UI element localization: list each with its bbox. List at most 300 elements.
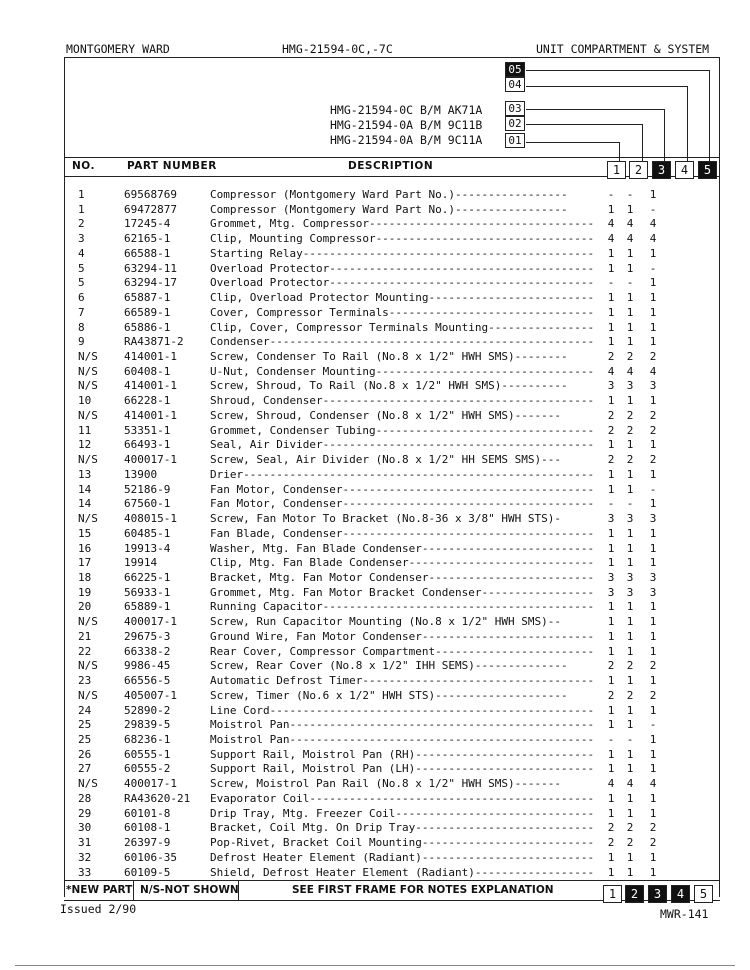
qty-col-2: 1 [626,526,634,540]
qty-col-1: 3 [607,585,615,599]
part-description: Moistrol Pan---------------------------------------------- [210,733,595,746]
qty-col-2: 1 [626,482,634,496]
footer-box-1: 1 [603,885,622,903]
part-description: Grommet, Mtg. Fan Motor Bracket Condenser----------------- [210,585,595,599]
table-row [0,659,750,674]
item-number: 26 [78,747,92,761]
table-row [0,836,750,851]
part-number: 69472877 [124,202,177,216]
qty-col-3: 1 [649,291,657,305]
table-row [0,733,750,748]
table-row [0,512,750,527]
qty-col-3: 3 [649,570,657,584]
qty-col-3: 1 [649,762,657,776]
qty-col-3: 1 [649,467,657,481]
item-number: 6 [78,291,85,305]
part-description: Grommet, Condenser Tubing--------------------------------- [210,423,595,437]
qty-col-1: 2 [607,836,615,850]
qty-col-1: 2 [607,423,615,437]
part-description: Clip, Mounting Compressor--------------------------------- [210,232,595,246]
qty-col-2: - [626,188,634,201]
section-title: UNIT COMPARTMENT & SYSTEM [536,42,710,56]
table-row [0,718,750,733]
item-number: 4 [78,246,85,260]
qty-col-2: 4 [626,217,634,231]
col-part-header: PART NUMBER [127,160,217,172]
qty-col-3: 2 [649,408,657,422]
qty-col-3: 4 [649,777,657,791]
qty-col-3: 2 [649,423,657,437]
item-number: 24 [78,703,92,717]
table-row [0,306,750,321]
qty-col-1: 1 [607,467,615,481]
qty-col-3: 1 [649,733,657,746]
frame-top-rule [64,57,720,58]
table-row [0,379,750,394]
part-number: 19913-4 [124,541,171,555]
part-number: 63294-17 [124,276,177,290]
col-box-5: 5 [698,161,717,179]
qty-col-2: 2 [626,453,634,467]
qty-col-3: 2 [649,659,657,673]
qty-col-1: 4 [607,364,615,378]
qty-col-3: - [649,261,657,275]
footer-box-3: 3 [648,885,667,903]
table-row [0,424,750,439]
item-number: 22 [78,644,92,658]
part-number: 414001-1 [124,350,177,364]
item-number: 20 [78,600,92,614]
part-description: Screw, Run Capacitor Mounting (No.8 x 1/2" HWH SMS)-- [210,615,561,629]
qty-col-1: 1 [607,600,615,614]
part-description: Support Rail, Moistrol Pan (LH)--------------------------- [210,762,595,776]
qty-col-1: 1 [607,747,615,761]
qty-col-2: 1 [626,246,634,260]
qty-col-1: 1 [607,305,615,319]
part-description: Screw, Seal, Air Divider (No.8 x 1/2" HH SEMS SMS)--- [210,453,561,467]
qty-col-1: 1 [607,482,615,496]
qty-col-3: 2 [649,453,657,467]
table-row [0,851,750,866]
part-description: Cover, Compressor Terminals------------------------------- [210,305,595,319]
qty-col-1: 1 [607,629,615,643]
qty-col-1: 4 [607,232,615,246]
qty-col-2: 3 [626,512,634,526]
part-description: Ground Wire, Fan Motor Condenser-------------------------- [210,629,595,643]
qty-col-1: 3 [607,570,615,584]
qty-col-1: 2 [607,453,615,467]
qty-col-3: 1 [649,276,657,290]
item-number: 1 [78,202,85,216]
qty-col-2: 1 [626,791,634,805]
table-row [0,365,750,380]
qty-col-3: 1 [649,438,657,452]
qty-col-3: 4 [649,232,657,246]
qty-col-3: 1 [649,703,657,717]
part-description: Washer, Mtg. Fan Blade Condenser-------------------------- [210,541,595,555]
qty-col-3: 1 [649,335,657,349]
qty-col-1: 1 [607,291,615,305]
part-description: Drier----------------------------------------------------- [210,467,595,481]
item-number: 18 [78,570,92,584]
footer-box-5: 5 [694,885,713,903]
part-number: 19914 [124,556,158,570]
table-row [0,571,750,586]
qty-col-3: 4 [649,364,657,378]
table-row [0,866,750,881]
qty-col-2: 1 [626,644,634,658]
qty-col-1: 1 [607,335,615,349]
model-code-02: 02 [505,116,525,131]
item-number: N/S [78,379,98,393]
part-description: Screw, Fan Motor To Bracket (No.8-36 x 3/8" HWH STS)- [210,512,561,526]
qty-col-1: 4 [607,777,615,791]
model-code-01: 01 [505,133,525,148]
qty-col-1: 3 [607,379,615,393]
part-description: Pop-Rivet, Bracket Coil Mounting-------------------------- [210,836,595,850]
part-number: 60408-1 [124,364,171,378]
qty-col-1: 1 [607,394,615,408]
col-box-4: 4 [675,161,694,179]
qty-col-1: 1 [607,791,615,805]
footer-not-shown: N/S-NOT SHOWN [140,884,239,896]
qty-col-3: - [649,202,657,216]
qty-col-1: 2 [607,821,615,835]
item-number: N/S [78,364,98,378]
qty-col-1: - [607,497,615,511]
qty-col-3: 1 [649,865,657,879]
table-row [0,468,750,483]
qty-col-2: 1 [626,438,634,452]
qty-col-2: 2 [626,350,634,364]
item-number: 12 [78,438,92,452]
footer-box-2: 2 [625,885,644,903]
qty-col-3: 1 [649,791,657,805]
item-number: N/S [78,408,98,422]
part-number: 60555-1 [124,747,171,761]
item-number: 13 [78,467,92,481]
model-line-3: HMG-21594-0A B/M 9C11A [330,133,483,147]
table-row [0,438,750,453]
item-number: 19 [78,585,92,599]
qty-col-2: 1 [626,674,634,688]
item-number: 31 [78,836,92,850]
part-description: Support Rail, Moistrol Pan (RH)--------------------------- [210,747,595,761]
part-number: 65889-1 [124,600,171,614]
part-description: U-Nut, Condenser Mounting--------------------------------- [210,364,595,378]
qty-col-3: 1 [649,497,657,511]
part-number: 414001-1 [124,379,177,393]
table-row [0,453,750,468]
qty-col-1: 1 [607,320,615,334]
part-number: 408015-1 [124,512,177,526]
qty-col-1: 1 [607,644,615,658]
item-number: 29 [78,806,92,820]
part-description: Clip, Mtg. Fan Blade Condenser---------------------------- [210,556,595,570]
table-row [0,600,750,615]
qty-col-3: 1 [649,629,657,643]
qty-col-1: 1 [607,615,615,629]
qty-col-2: 1 [626,600,634,614]
table-row [0,291,750,306]
part-description: Running Capacitor----------------------------------------- [210,600,595,614]
part-description: Bracket, Coil Mtg. On Drip Tray--------------------------- [210,821,595,835]
qty-col-3: 1 [649,806,657,820]
qty-col-3: 1 [649,674,657,688]
part-number: 63294-11 [124,261,177,275]
table-row [0,586,750,601]
qty-col-1: 1 [607,703,615,717]
qty-col-3: 3 [649,512,657,526]
part-number: 66338-2 [124,644,171,658]
footer-divider-1 [133,880,134,901]
qty-col-2: 1 [626,762,634,776]
qty-col-3: 1 [649,526,657,540]
qty-col-1: 1 [607,261,615,275]
qty-col-2: 1 [626,467,634,481]
part-description: Shroud, Condenser----------------------------------------- [210,394,595,408]
part-description: Rear Cover, Compressor Compartment------------------------ [210,644,595,658]
qty-col-2: - [626,276,634,290]
qty-col-2: 1 [626,261,634,275]
table-row [0,394,750,409]
item-number: 5 [78,261,85,275]
qty-col-2: 1 [626,556,634,570]
item-number: 2 [78,217,85,231]
qty-col-3: 3 [649,585,657,599]
part-description: Compressor (Montgomery Ward Part No.)----------------- [210,188,568,201]
item-number: N/S [78,453,98,467]
table-row [0,335,750,350]
part-description: Overload Protector---------------------------------------- [210,261,595,275]
qty-col-2: 1 [626,615,634,629]
part-description: Clip, Overload Protector Mounting------------------------- [210,291,595,305]
qty-col-1: 2 [607,408,615,422]
table-row [0,542,750,557]
part-number: 66556-5 [124,674,171,688]
part-number: 66493-1 [124,438,171,452]
item-number: 23 [78,674,92,688]
qty-col-3: 3 [649,379,657,393]
item-number: 27 [78,762,92,776]
model-code-04: 04 [505,77,525,92]
table-row [0,247,750,262]
part-description: Fan Motor, Condenser-------------------------------------- [210,497,595,511]
part-number: 17245-4 [124,217,171,231]
qty-col-1: 1 [607,541,615,555]
qty-col-3: 1 [649,305,657,319]
table-row [0,689,750,704]
qty-col-2: 4 [626,364,634,378]
qty-col-1: 1 [607,526,615,540]
item-number: 5 [78,276,85,290]
table-row [0,217,750,232]
item-number: 25 [78,718,92,732]
qty-col-2: - [626,733,634,746]
table-row [0,674,750,689]
item-number: 16 [78,541,92,555]
qty-col-1: 2 [607,350,615,364]
qty-col-3: 1 [649,541,657,555]
col-no-header: NO. [72,160,95,172]
qty-col-3: 1 [649,394,657,408]
part-description: Starting Relay-------------------------------------------- [210,246,595,260]
part-number: 60108-1 [124,821,171,835]
item-number: 15 [78,526,92,540]
table-row [0,556,750,571]
part-description: Fan Blade, Condenser-------------------------------------- [210,526,595,540]
part-number: 400017-1 [124,453,177,467]
qty-col-1: - [607,276,615,290]
part-number: 414001-1 [124,408,177,422]
part-number: 53351-1 [124,423,171,437]
qty-col-2: 1 [626,806,634,820]
qty-col-1: 4 [607,217,615,231]
qty-col-2: 1 [626,320,634,334]
qty-col-3: 4 [649,217,657,231]
qty-col-2: 1 [626,305,634,319]
item-number: N/S [78,615,98,629]
table-row [0,262,750,277]
table-row [0,497,750,512]
part-description: Evaporator Coil------------------------------------------- [210,791,595,805]
table-row [0,821,750,836]
part-number: 26397-9 [124,836,171,850]
qty-col-2: 1 [626,703,634,717]
item-number: 33 [78,865,92,879]
part-number: 400017-1 [124,777,177,791]
qty-col-2: 2 [626,836,634,850]
item-number: N/S [78,688,98,702]
table-row [0,792,750,807]
qty-col-2: 1 [626,394,634,408]
part-description: Screw, Rear Cover (No.8 x 1/2" IHH SEMS)-------------- [210,659,568,673]
col-box-1: 1 [607,161,626,179]
table-row [0,645,750,660]
qty-col-1: 1 [607,806,615,820]
page-code: MWR-141 [660,907,709,921]
part-number: 56933-1 [124,585,171,599]
qty-col-3: - [649,482,657,496]
qty-col-3: 1 [649,600,657,614]
qty-col-2: 2 [626,659,634,673]
qty-col-3: 2 [649,836,657,850]
part-description: Compressor (Montgomery Ward Part No.)----------------- [210,202,568,216]
item-number: 17 [78,556,92,570]
table-row [0,483,750,498]
part-description: Screw, Condenser To Rail (No.8 x 1/2" HWH SMS)-------- [210,350,568,364]
bottom-rule [15,965,735,966]
table-row [0,321,750,336]
part-description: Screw, Moistrol Pan Rail (No.8 x 1/2" HWH SMS)------- [210,777,561,791]
part-description: Moistrol Pan---------------------------------------------- [210,718,595,732]
qty-col-2: 1 [626,865,634,879]
qty-col-1: 1 [607,850,615,864]
part-description: Automatic Defrost Timer----------------------------------- [210,674,595,688]
qty-col-2: 1 [626,629,634,643]
qty-col-2: 4 [626,232,634,246]
table-row [0,409,750,424]
part-number: 67560-1 [124,497,171,511]
item-number: 30 [78,821,92,835]
issued-date: Issued 2/90 [60,902,137,916]
qty-col-2: 4 [626,777,634,791]
part-number: 65886-1 [124,320,171,334]
qty-col-2: 1 [626,202,634,216]
table-row [0,203,750,218]
qty-col-3: 1 [649,747,657,761]
qty-col-1: 1 [607,865,615,879]
part-number: 13900 [124,467,158,481]
part-description: Seal, Air Divider----------------------------------------- [210,438,595,452]
item-number: 14 [78,482,92,496]
part-description: Bracket, Mtg. Fan Motor Condenser------------------------- [210,570,595,584]
qty-col-1: 1 [607,438,615,452]
qty-col-1: - [607,188,615,201]
qty-col-1: 3 [607,512,615,526]
qty-col-3: 2 [649,688,657,702]
part-number: 66589-1 [124,305,171,319]
col-box-3: 3 [652,161,671,179]
part-number: 62165-1 [124,232,171,246]
item-number: 11 [78,423,92,437]
item-number: 8 [78,320,85,334]
table-row [0,748,750,763]
item-number: 28 [78,791,92,805]
qty-col-2: 1 [626,718,634,732]
part-description: Drip Tray, Mtg. Freezer Coil------------------------------ [210,806,595,820]
qty-col-3: 1 [649,615,657,629]
item-number: 7 [78,305,85,319]
qty-col-2: 2 [626,688,634,702]
model-code-05: 05 [505,62,525,77]
part-description: Grommet, Mtg. Compressor---------------------------------- [210,217,595,231]
brand-label: MONTGOMERY WARD [66,42,170,56]
qty-col-1: 2 [607,688,615,702]
qty-col-1: 1 [607,762,615,776]
qty-col-1: 1 [607,246,615,260]
part-description: Line Cord------------------------------------------------- [210,703,595,717]
qty-col-2: - [626,497,634,511]
part-number: 60485-1 [124,526,171,540]
table-row [0,807,750,822]
qty-col-3: - [649,718,657,732]
part-description: Screw, Shroud, Condenser (No.8 x 1/2" HWH SMS)------- [210,408,561,422]
item-number: 25 [78,733,92,746]
item-number: 9 [78,335,85,349]
table-row [0,276,750,291]
item-number: 10 [78,394,92,408]
part-number: 66588-1 [124,246,171,260]
part-description: Defrost Heater Element (Radiant)-------------------------- [210,850,595,864]
qty-col-3: 1 [649,644,657,658]
part-description: Screw, Shroud, To Rail (No.8 x 1/2" HWH SMS)---------- [210,379,568,393]
model-numbers: HMG-21594-0C,-7C [282,42,393,56]
qty-col-3: 2 [649,821,657,835]
part-number: 66225-1 [124,570,171,584]
table-row [0,350,750,365]
model-code-03: 03 [505,101,525,116]
qty-col-2: 1 [626,541,634,555]
part-number: 60109-5 [124,865,171,879]
part-description: Shield, Defrost Heater Element (Radiant)------------------ [210,865,595,879]
part-number: 29675-3 [124,629,171,643]
qty-col-2: 1 [626,747,634,761]
qty-col-2: 2 [626,408,634,422]
qty-col-1: 2 [607,659,615,673]
qty-col-3: 1 [649,188,657,201]
qty-col-2: 3 [626,570,634,584]
